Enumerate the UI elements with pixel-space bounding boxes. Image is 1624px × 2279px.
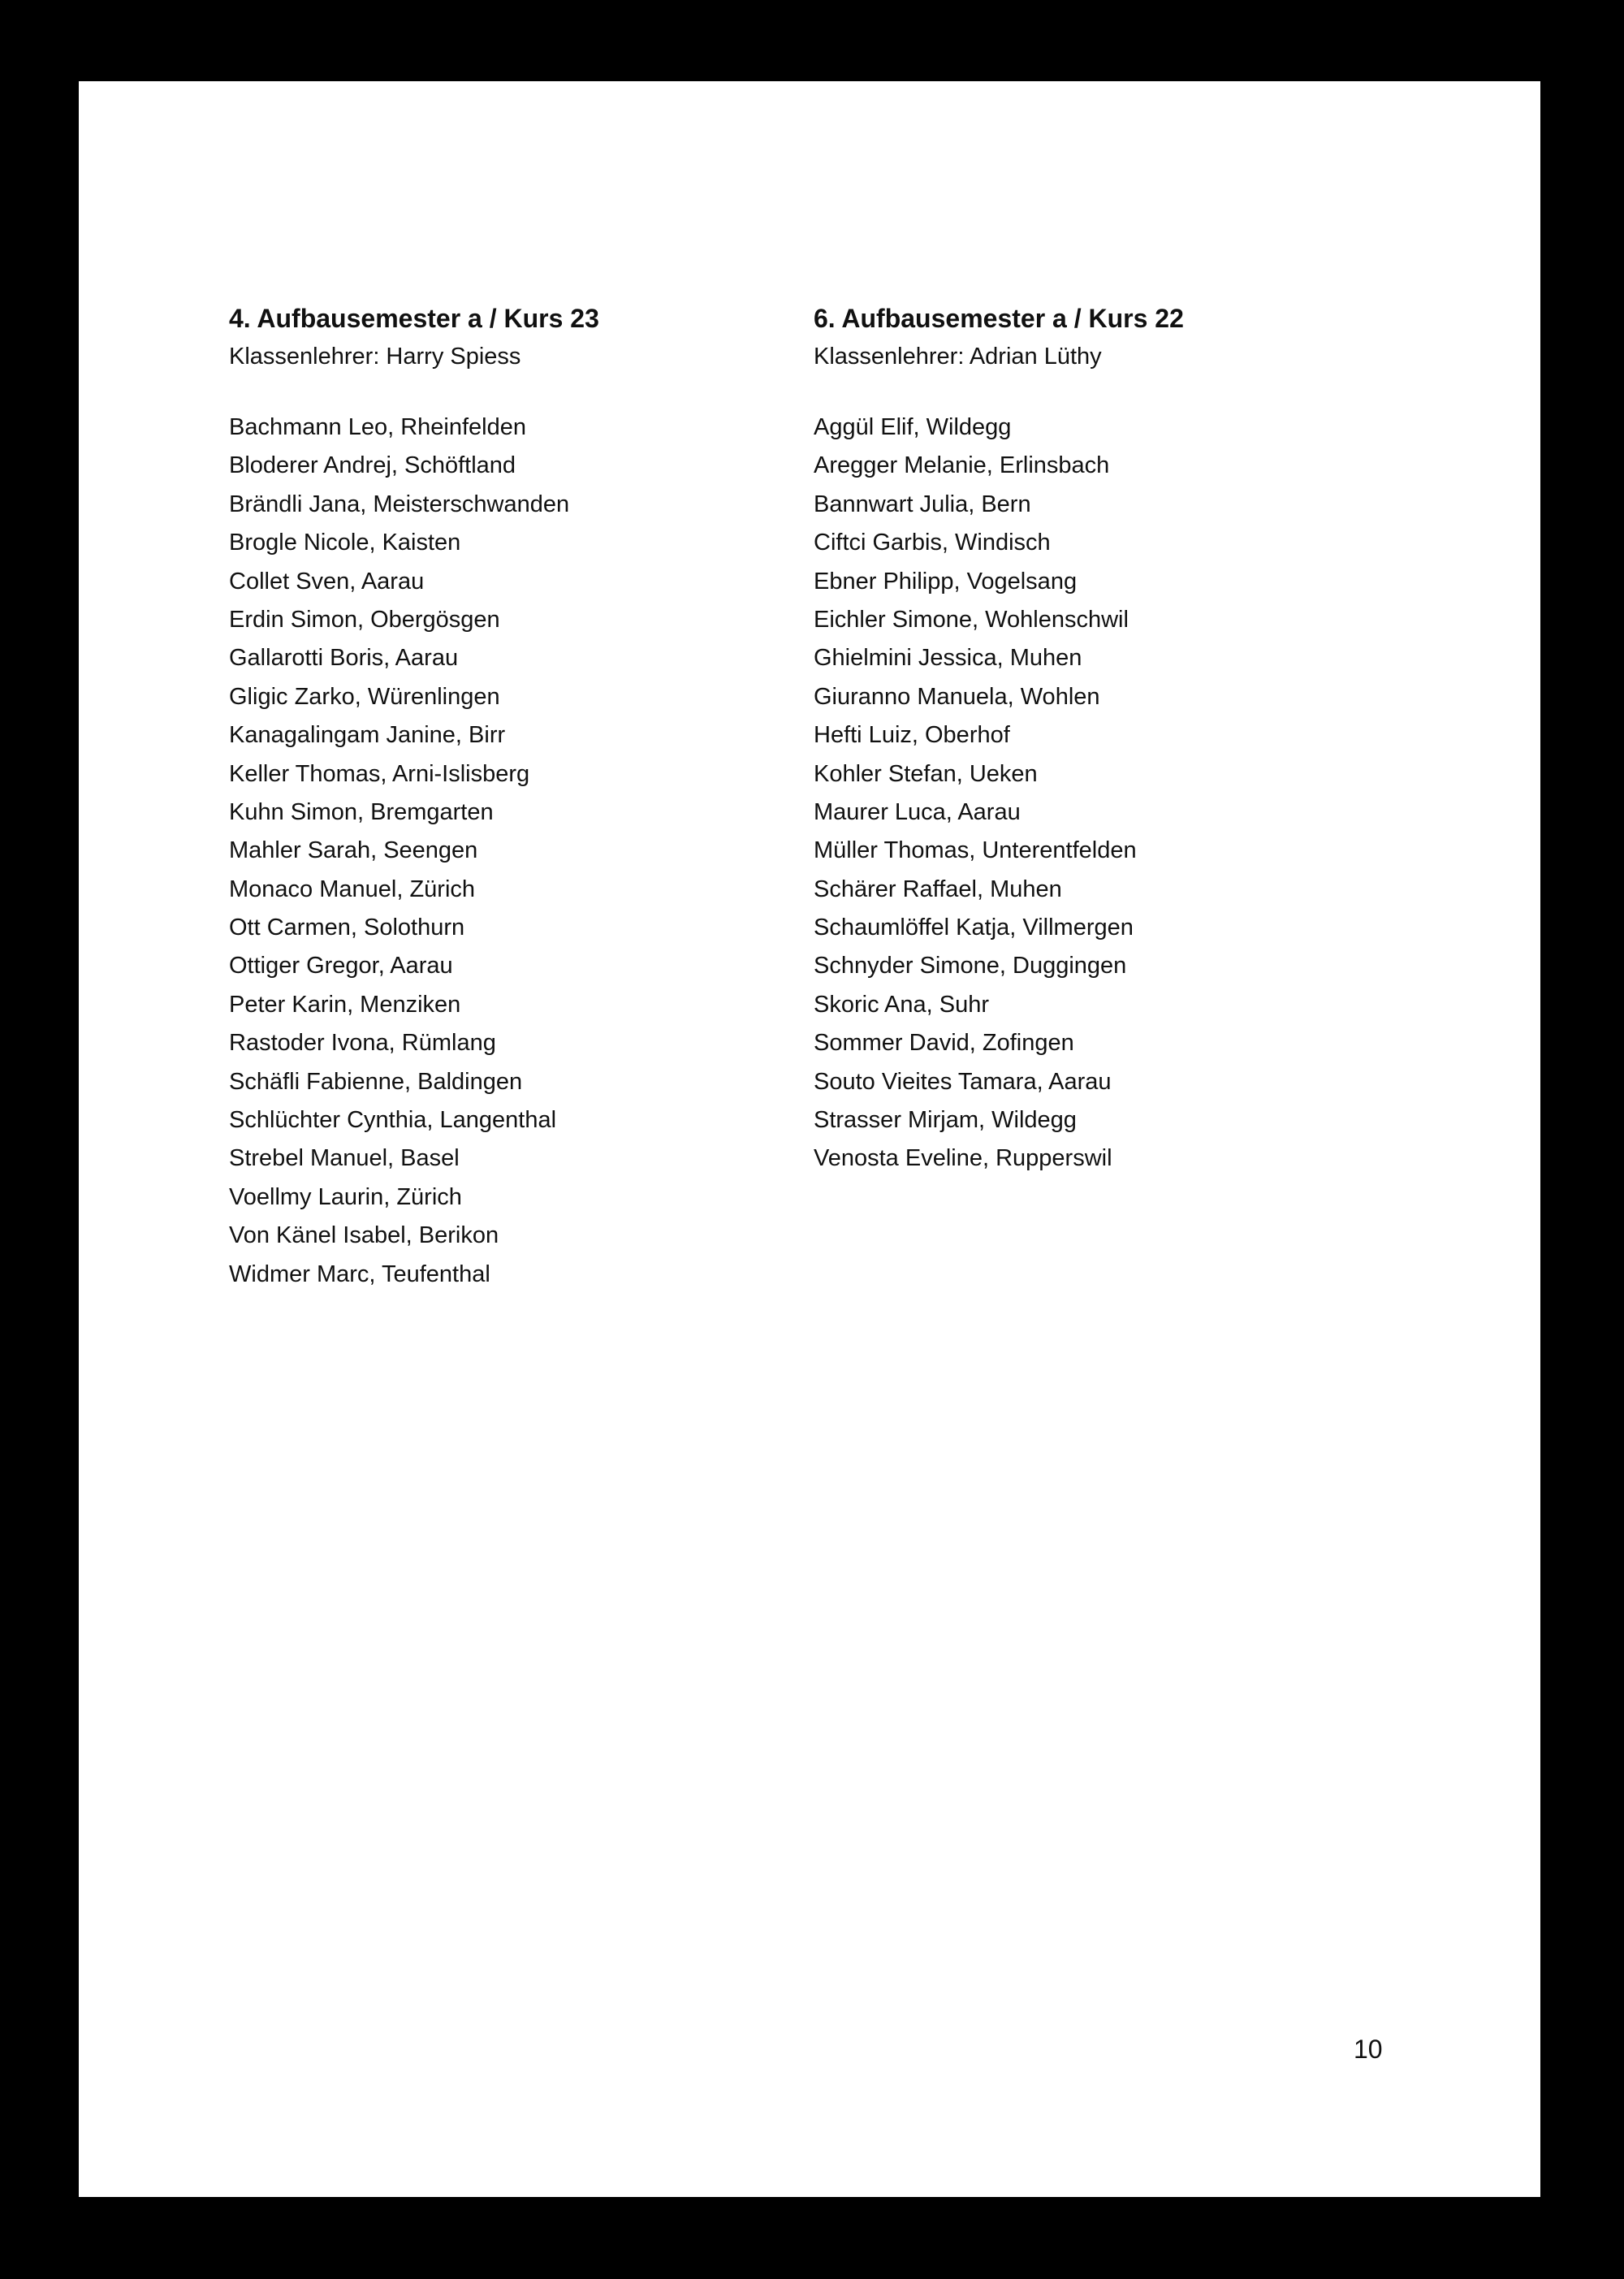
student-entry: Brändli Jana, Meisterschwanden — [229, 491, 570, 517]
class-teacher: Klassenlehrer: Adrian Lüthy — [814, 344, 1102, 370]
student-entry: Bachmann Leo, Rheinfelden — [229, 414, 526, 440]
student-entry: Schlüchter Cynthia, Langenthal — [229, 1107, 557, 1134]
class-teacher: Klassenlehrer: Harry Spiess — [229, 344, 521, 370]
student-entry: Erdin Simon, Obergösgen — [229, 606, 500, 633]
student-entry: Ottiger Gregor, Aarau — [229, 953, 453, 979]
student-entry: Peter Karin, Menziken — [229, 991, 461, 1018]
student-entry: Mahler Sarah, Seengen — [229, 837, 478, 864]
student-entry: Schaumlöffel Katja, Villmergen — [814, 915, 1134, 941]
student-entry: Bannwart Julia, Bern — [814, 491, 1031, 517]
student-entry: Ghielmini Jessica, Muhen — [814, 645, 1082, 672]
student-entry: Strebel Manuel, Basel — [229, 1145, 460, 1172]
student-entry: Collet Sven, Aarau — [229, 568, 425, 595]
student-entry: Voellmy Laurin, Zürich — [229, 1183, 462, 1210]
student-entry: Schärer Raffael, Muhen — [814, 876, 1062, 902]
student-entry: Gallarotti Boris, Aarau — [229, 645, 459, 672]
student-entry: Aggül Elif, Wildegg — [814, 414, 1012, 440]
student-entry: Schäfli Fabienne, Baldingen — [229, 1068, 523, 1095]
student-entry: Kanagalingam Janine, Birr — [229, 722, 506, 749]
student-list — [814, 409, 1382, 1178]
student-entry: Monaco Manuel, Zürich — [229, 876, 476, 902]
student-entry: Ott Carmen, Solothurn — [229, 915, 465, 941]
document-page — [79, 81, 1540, 2197]
class-heading: 6. Aufbausemester a / Kurs 22 — [814, 304, 1184, 333]
student-entry: Brogle Nicole, Kaisten — [229, 530, 461, 556]
student-entry: Bloderer Andrej, Schöftland — [229, 452, 516, 479]
student-entry: Von Känel Isabel, Berikon — [229, 1222, 499, 1249]
student-entry: Schnyder Simone, Duggingen — [814, 953, 1127, 979]
student-entry: Kuhn Simon, Bremgarten — [229, 798, 494, 825]
student-entry: Giuranno Manuela, Wohlen — [814, 683, 1100, 710]
page-number: 10 — [1354, 2035, 1383, 2064]
student-entry: Kohler Stefan, Ueken — [814, 760, 1038, 787]
student-entry: Müller Thomas, Unterentfelden — [814, 837, 1137, 864]
student-entry: Ebner Philipp, Vogelsang — [814, 568, 1078, 595]
student-entry: Rastoder Ivona, Rümlang — [229, 1030, 496, 1057]
student-entry: Eichler Simone, Wohlenschwil — [814, 606, 1129, 633]
student-entry: Aregger Melanie, Erlinsbach — [814, 452, 1110, 479]
student-entry: Venosta Eveline, Rupperswil — [814, 1145, 1112, 1172]
student-entry: Souto Vieites Tamara, Aarau — [814, 1068, 1112, 1095]
class-section-kurs-22 — [814, 301, 1382, 1178]
student-entry: Ciftci Garbis, Windisch — [814, 530, 1051, 556]
student-entry: Widmer Marc, Teufenthal — [229, 1261, 490, 1287]
student-entry: Sommer David, Zofingen — [814, 1030, 1074, 1057]
student-entry: Gligic Zarko, Würenlingen — [229, 683, 500, 710]
student-list — [229, 409, 797, 1294]
student-entry: Skoric Ana, Suhr — [814, 991, 989, 1018]
student-entry: Keller Thomas, Arni-Islisberg — [229, 760, 530, 787]
student-entry: Hefti Luiz, Oberhof — [814, 722, 1010, 749]
student-entry: Maurer Luca, Aarau — [814, 798, 1021, 825]
class-heading: 4. Aufbausemester a / Kurs 23 — [229, 304, 599, 333]
class-section-kurs-23 — [229, 301, 797, 1294]
student-entry: Strasser Mirjam, Wildegg — [814, 1107, 1077, 1134]
